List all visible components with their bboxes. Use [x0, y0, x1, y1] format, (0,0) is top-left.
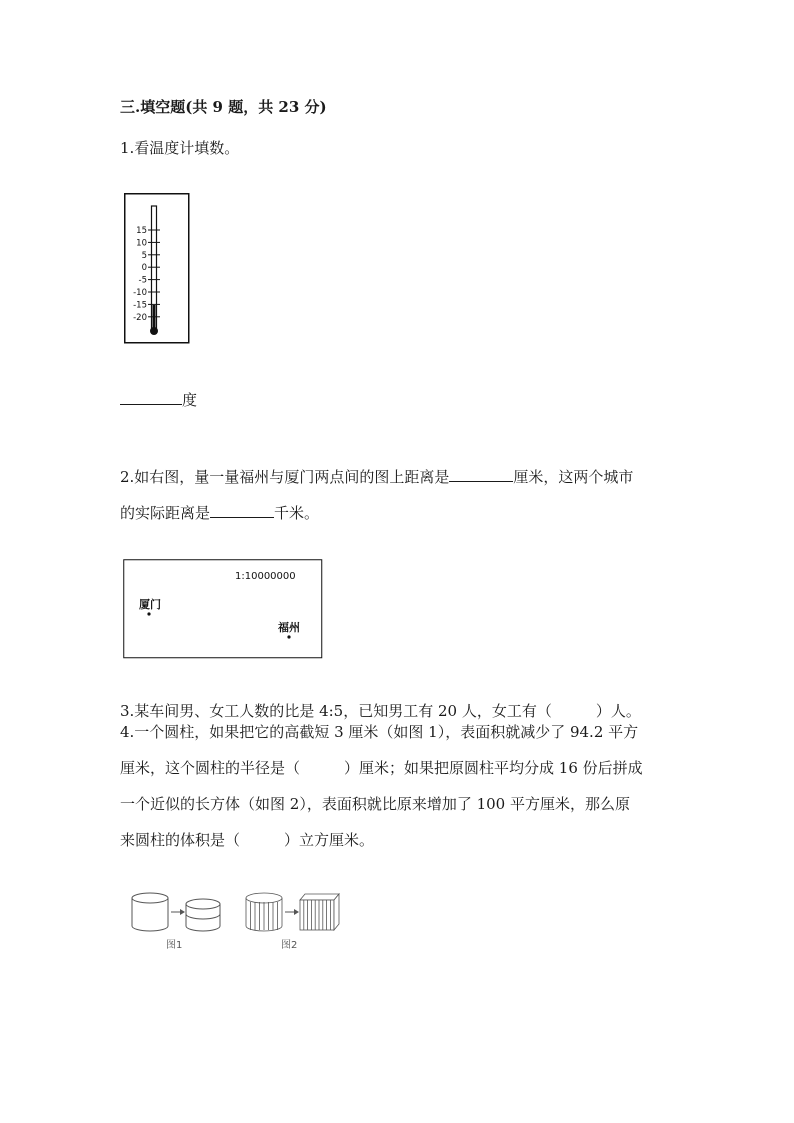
q2-map-distance-blank[interactable]	[449, 466, 513, 482]
city-fuzhou-dot	[287, 635, 290, 638]
q2-text-c: 的实际距离是	[120, 504, 211, 522]
q4-text-d: ）立方厘米。	[284, 831, 375, 849]
q2-text-d: 千米。	[274, 504, 320, 522]
q4-line4	[120, 830, 374, 850]
arrow-icon	[285, 909, 299, 915]
q3-text-b: ）人。	[595, 702, 641, 720]
map-figure	[123, 559, 323, 659]
cuboid-approx	[300, 894, 339, 930]
thermometer-tick-label: -10	[133, 288, 147, 298]
q3-text-a: 3.某车间男、女工人数的比是 4:5，已知男工有 20 人，女工有（	[120, 702, 552, 720]
q2-line1	[120, 466, 633, 487]
q1-answer-line	[120, 389, 197, 410]
arrow-icon	[171, 909, 185, 915]
cylinder-figures	[128, 888, 343, 952]
q1-answer-blank[interactable]	[120, 389, 182, 405]
thermometer-tick-label: 5	[141, 250, 147, 261]
city-xiamen-label: 厦门	[139, 598, 161, 611]
thermometer-tick-label: 15	[136, 226, 147, 236]
section-title: 三.填空题(共 9 题，共 23 分)	[120, 98, 327, 116]
q4-text-b: ）厘米；如果把原圆柱平均分成 16 份后拼成	[344, 759, 643, 777]
thermometer-tick-label: -20	[133, 312, 147, 323]
q4-line3: 一个近似的长方体（如图 2），表面积就比原来增加了 100 平方厘米，那么原	[120, 795, 630, 813]
map-scale: 1:10000000	[235, 571, 296, 582]
city-fuzhou-label: 福州	[278, 621, 300, 634]
q4-text-c: 来圆柱的体积是（	[120, 831, 241, 849]
thermometer-tick-label: -15	[133, 300, 147, 311]
cylinder-sliced	[246, 893, 282, 931]
thermometer-tick-label: 0	[141, 263, 147, 274]
q4-text-a: 厘米，这个圆柱的半径是（	[120, 759, 301, 777]
q4-line1: 4.一个圆柱，如果把它的高截短 3 厘米（如图 1），表面积就减少了 94.2 平方	[120, 723, 639, 741]
q4-line2	[120, 758, 643, 778]
thermometer-tick-label: -5	[138, 275, 147, 286]
cylinder-shortened	[186, 899, 220, 931]
q3-line	[120, 701, 641, 721]
cylinder-original	[132, 893, 168, 931]
q1-unit: 度	[182, 391, 198, 409]
fig2-label: 图2	[281, 940, 298, 951]
thermometer-figure	[124, 193, 190, 344]
q2-line2	[120, 502, 319, 523]
q2-text-a: 2.如右图，量一量福州与厦门两点间的图上距离是	[120, 468, 450, 486]
q2-actual-distance-blank[interactable]	[210, 502, 274, 518]
q2-text-b: 厘米，这两个城市	[513, 468, 634, 486]
city-xiamen-dot	[147, 612, 150, 615]
q1-prompt: 1.看温度计填数。	[120, 139, 240, 157]
thermometer-tick-label: 10	[136, 238, 147, 249]
fig1-label: 图1	[166, 940, 183, 951]
